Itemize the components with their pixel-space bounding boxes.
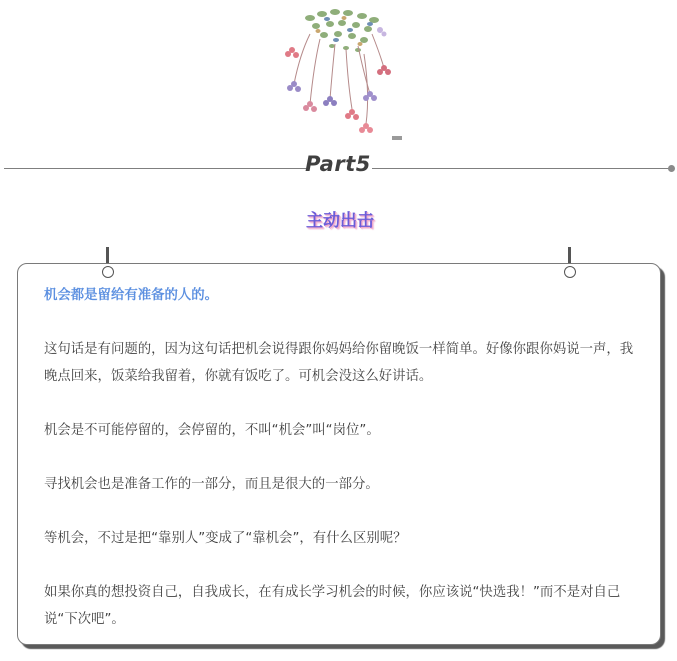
paragraph-3: 寻找机会也是准备工作的一部分，而且是很大的一部分。 (44, 477, 379, 492)
paragraph-4: 等机会，不过是把“靠别人”变成了“靠机会”，有什么区别呢？ (44, 531, 407, 546)
card-body (44, 282, 636, 633)
paragraph-1: 这句话是有问题的，因为这句话把机会说得跟你妈妈给你留晚饭一样简单。好像你跟你妈说一声，我晚点回来，饭菜给我留着，你就有饭吃了。可机会没这么好讲话。 (44, 342, 634, 384)
hanger-ring-left (102, 266, 114, 278)
paragraph-5: 如果你真的想投资自己，自我成长，在有成长学习机会的时候，你应该说“快选我！”而不是对自己说“下次吧”。 (44, 585, 621, 627)
hanging-flowers-icon (280, 4, 406, 144)
divider-line-right (372, 168, 670, 169)
hanger-ring-right (564, 266, 576, 278)
divider-line-left (4, 168, 306, 169)
section-title: 主动出击 (306, 211, 374, 231)
lead-sentence: 机会都是留给有准备的人的。 (44, 288, 219, 303)
paragraph-2: 机会是不可能停留的，会停留的，不叫“机会”叫“岗位”。 (44, 423, 380, 438)
divider-end-dot (668, 165, 675, 172)
part-label: Part5 (305, 152, 371, 176)
